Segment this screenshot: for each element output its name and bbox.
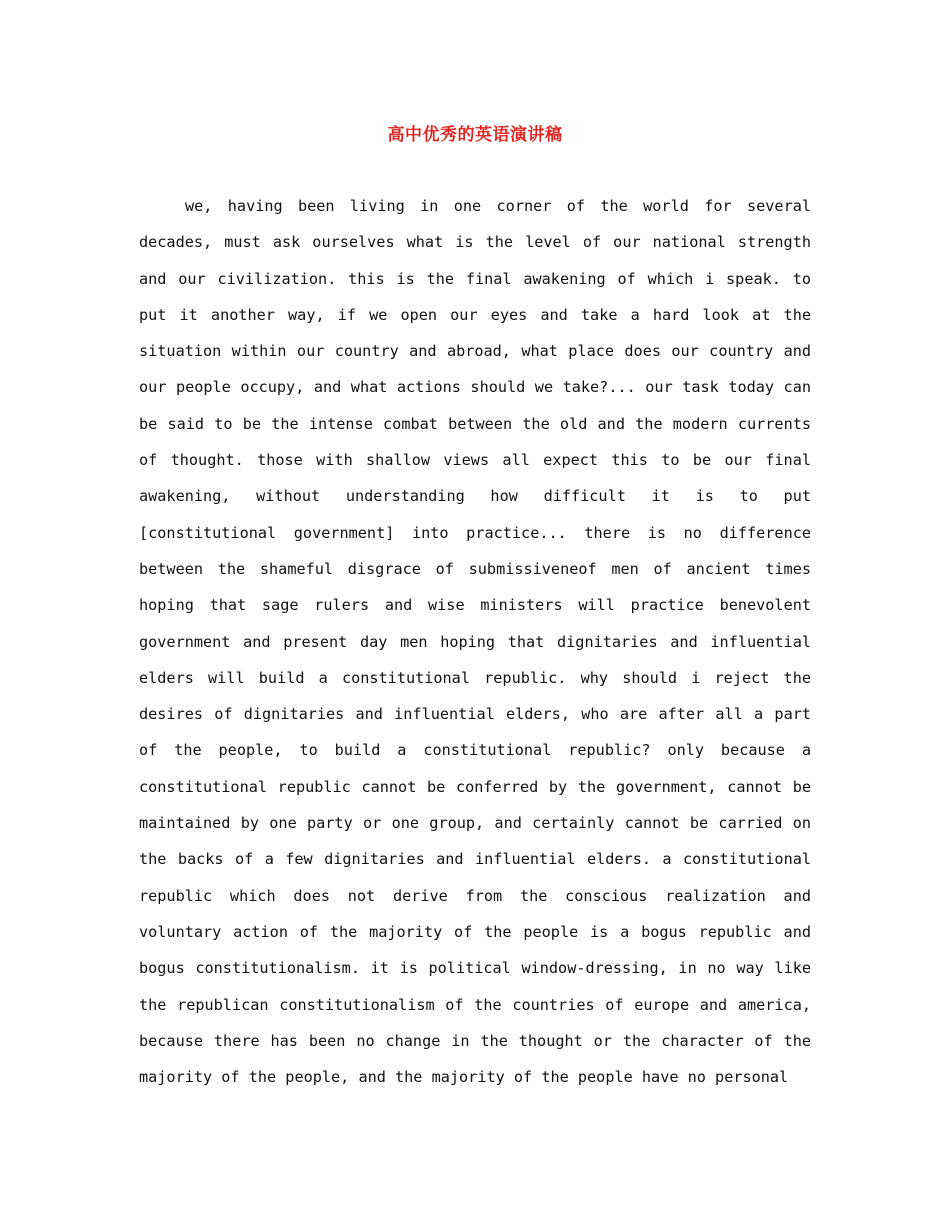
page-title: 高中优秀的英语演讲稿 [387,125,563,145]
body-paragraph: we, having been living in one corner of the world for several decades, must ask ourselves what is the level of our national strength and our civilization. this is the final awakening of which i speak. to put it another way, if we open our eyes and take a hard look at the situation within our country and abroad, what place does our country and our people occupy, and what actions should we take?... our task today can be said to be the intense combat between the old and the modern currents of thought. those with shallow views all expect this to be our final awakening, without understanding how difficult it is to put [constitutional government] into practice... there is no difference between the shameful disgrace of submissiveneof men of ancient times hoping that sage rulers and wise ministers will practice benevolent government and present day men hoping that dignitaries and influential elders will build a constitutional republic. why should i reject the desires of dignitaries and influential elders, who are after all a part of the people, to build a constitutional republic? only because a constitutional republic cannot be conferred by the government, cannot be maintained by one party or one group, and certainly cannot be carried on the backs of a few dignitaries and influential elders. a constitutional republic which does not derive from the conscious realization and voluntary action of the majority of the people is a bogus republic and bogus constitutionalism. it is political window-dressing, in no way like the republican constitutionalism of the countries of europe and america, because there has been no change in the thought or the character of the majority of the people, and the majority of the people have no personal [139,197,811,1087]
